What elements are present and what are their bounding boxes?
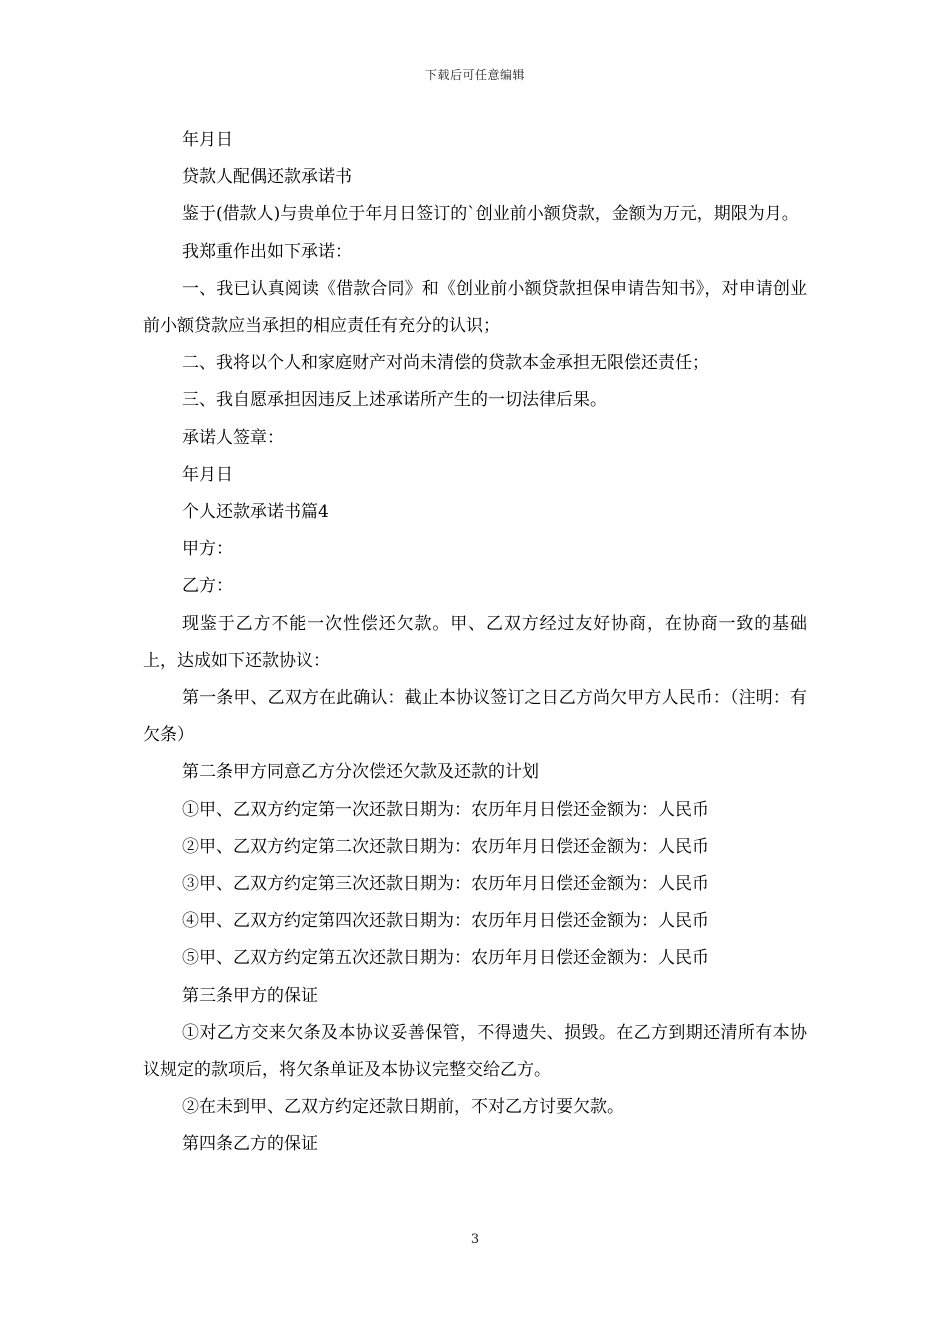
paragraph: 鉴于(借款人)与贵单位于年月日签订的`创业前小额贷款，金额为万元，期限为月。 — [182, 204, 799, 225]
paragraph: 二、我将以个人和家庭财产对尚未清偿的贷款本金承担无限偿还责任； — [182, 353, 709, 374]
paragraph: 第三条甲方的保证 — [182, 985, 318, 1006]
paragraph: 现鉴于乙方不能一次性偿还欠款。甲、乙双方经过友好协商，在协商一致的基础上，达成如下还款协议： — [143, 613, 807, 671]
paragraph: 个人还款承诺书篇4 — [182, 502, 329, 523]
paragraph: 年月日 — [182, 464, 233, 485]
paragraph: ②甲、乙双方约定第二次还款日期为：农历年月日偿还金额为：人民币 — [182, 836, 709, 857]
paragraph: 贷款人配偶还款承诺书 — [182, 167, 352, 188]
paragraph: ⑤甲、乙双方约定第五次还款日期为：农历年月日偿还金额为：人民币 — [182, 948, 709, 969]
paragraph: ①甲、乙双方约定第一次还款日期为：农历年月日偿还金额为：人民币 — [182, 799, 709, 820]
paragraph: 甲方： — [182, 539, 233, 560]
paragraph: 乙方： — [182, 576, 233, 597]
paragraph: 一、我已认真阅读《借款合同》和《创业前小额贷款担保申请告知书》，对申请创业前小额贷款应当承担的相应责任有充分的认识； — [143, 278, 807, 337]
paragraph: 第四条乙方的保证 — [182, 1134, 318, 1155]
paragraph: ②在未到甲、乙双方约定还款日期前，不对乙方讨要欠款。 — [182, 1097, 624, 1118]
paragraph: 三、我自愿承担因违反上述承诺所产生的一切法律后果。 — [182, 390, 607, 411]
paragraph: ④甲、乙双方约定第四次还款日期为：农历年月日偿还金额为：人民币 — [182, 911, 709, 932]
paragraph: 第二条甲方同意乙方分次偿还欠款及还款的计划 — [182, 762, 539, 783]
paragraph: 第一条甲、乙双方在此确认：截止本协议签订之日乙方尚欠甲方人民币：（注明：有欠条） — [143, 688, 807, 746]
paragraph: 年月日 — [182, 130, 233, 150]
paragraph: ①对乙方交来欠条及本协议妥善保管，不得遗失、损毁。在乙方到期还清所有本协议规定的款项后，将欠条单证及本协议完整交给乙方。 — [143, 1022, 807, 1081]
paragraph: ③甲、乙双方约定第三次还款日期为：农历年月日偿还金额为：人民币 — [182, 874, 709, 895]
paragraph: 我郑重作出如下承诺： — [182, 241, 352, 262]
page-header: 下载后可任意编辑 — [424, 68, 525, 82]
paragraph: 承诺人签章： — [182, 427, 284, 448]
page-number: 3 — [470, 1232, 480, 1247]
document-body — [143, 122, 807, 1164]
